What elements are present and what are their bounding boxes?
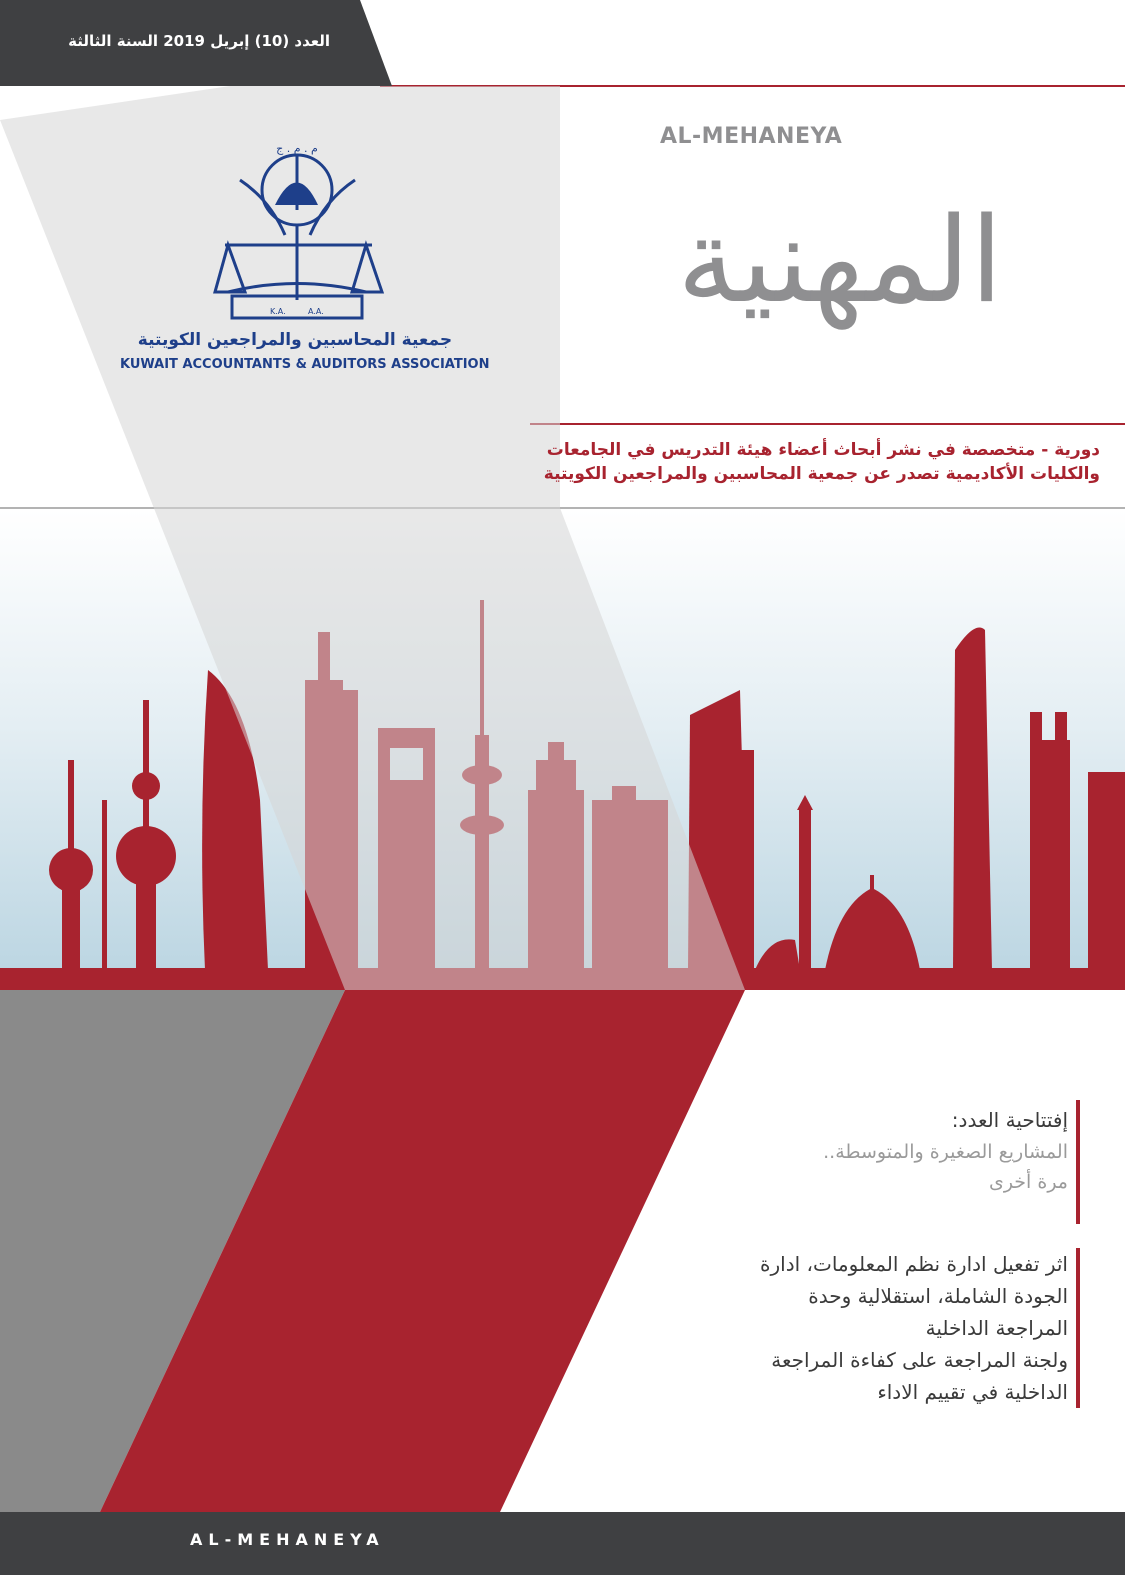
editorial-block [700,1103,1068,1197]
editorial-title-line-1: المشاريع الصغيرة والمتوسطة.. [823,1141,1068,1163]
article-line: الداخلية في تقييم الاداء [877,1380,1068,1404]
editorial-title-line-2: مرة أخرى [988,1171,1068,1193]
association-arabic-name: جمعية المحاسبين والمراجعين الكويتية [137,330,453,350]
book-right-label: A.A. [308,307,324,316]
article-block [700,1248,1068,1408]
latin-title: AL-MEHANEYA [660,124,843,149]
footer-brand: AL-MEHANEYA [190,1530,385,1549]
article-line: اثر تفعيل ادارة نظم المعلومات، ادارة [760,1252,1068,1276]
arabic-title: المهنية [677,191,1003,329]
editorial-accent-bar [1076,1100,1080,1224]
article-line: ولجنة المراجعة على كفاءة المراجعة [771,1348,1068,1372]
association-english-name: KUWAIT ACCOUNTANTS & AUDITORS ASSOCIATION [120,357,490,372]
tagline-line-2: والكليات الأكاديمية تصدر عن جمعية المحاسبين والمراجعين الكويتية [543,464,1100,484]
tagline [540,438,1100,486]
tagline-line-1: دورية - متخصصة في نشر أبحاث أعضاء هيئة التدريس في الجامعات [546,440,1100,460]
article-line: المراجعة الداخلية [925,1316,1068,1340]
book-left-label: K.A. [270,307,286,316]
footer-bar [0,1512,1125,1575]
seal-initials: م . م . ج [276,142,318,155]
editorial-label: إفتتاحية العدد: [951,1108,1068,1132]
article-line: الجودة الشاملة، استقلالية وحدة [808,1284,1068,1308]
issue-line: العدد (10) إبريل 2019 السنة الثالثة [68,32,330,50]
article-accent-bar [1076,1248,1080,1408]
